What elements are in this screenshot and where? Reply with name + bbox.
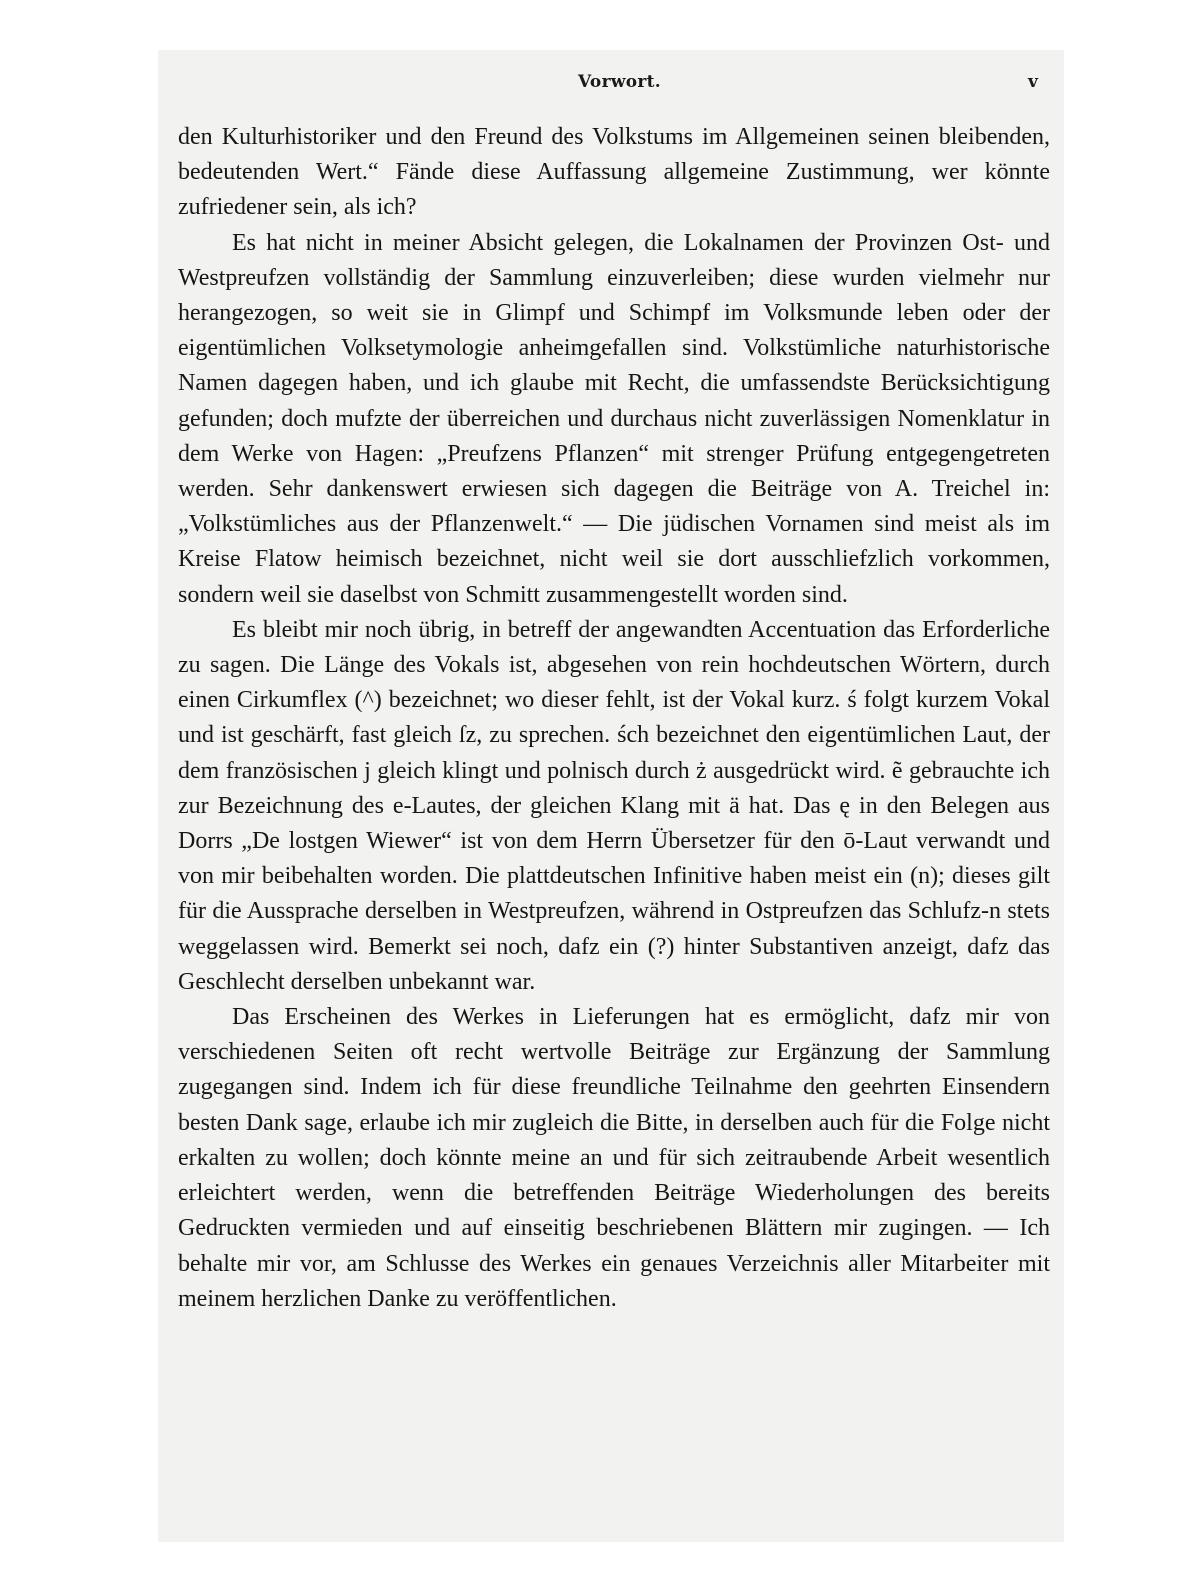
paragraph-continued: den Kulturhistoriker und den Freund des Volkstums im Allgemeinen seinen bleibenden, bedeutenden Wert.“ Fände diese Auffassung allgemeine Zustimmung, wer könnte zufriedener sein, als ich? (178, 124, 1050, 221)
body-text (178, 120, 1050, 1317)
paragraph-acknowledgements: Das Erscheinen des Werkes in Lieferungen hat es ermöglicht, dafz mir von verschiedenen Seiten oft recht wertvolle Beiträge zur Ergänzung der Sammlung zugegangen sind. Indem ich für diese freundliche Teilnahme den geehrten Einsendern besten Dank sage, erlaube ich mir zugleich die Bitte, in derselben auch für die Folge nicht erkalten zu wollen; doch könnte meine an und für sich zeitraubende Arbeit wesentlich erleichtert werden, wenn die betreffenden Beiträge Wiederholungen des bereits Gedruckten vermieden und auf einseitig beschriebenen Blättern mir zugingen. — Ich behalte mir vor, am Schlusse des Werkes ein genaues Verzeichnis aller Mitarbeiter mit meinem herzlichen Danke zu veröffentlichen. (178, 1004, 1050, 1312)
paragraph-local-names: Es hat nicht in meiner Absicht gelegen, die Lokalnamen der Provinzen Ost- und Westpreufzen vollständig der Sammlung einzuverleiben; diese wurden vielmehr nur herangezogen, so weit sie in Glimpf und Schimpf im Volksmunde leben oder der eigentümlichen Volksetymologie anheimgefallen sind. Volkstümliche naturhistorische Namen dagegen haben, und ich glaube mit Recht, die umfassendste Berücksichtigung gefunden; doch mufzte der überreichen und durchaus nicht zuverlässigen Nomenklatur in dem Werke von Hagen: „Preufzens Pflanzen“ mit strenger Prüfung entgegengetreten werden. Sehr dankenswert erwiesen sich dagegen die Beiträge von A. Treichel in: „Volkstümliches aus der Pflanzenwelt.“ — Die jüdischen Vornamen sind meist als im Kreise Flatow heimisch bezeichnet, nicht weil sie dort ausschliefzlich vorkommen, sondern weil sie daselbst von Schmitt zusammengestellt worden sind. (178, 229, 1050, 608)
page-header (0, 72, 1191, 106)
paragraph-accentuation: Es bleibt mir noch übrig, in betreff der angewandten Accentuation das Erforderliche zu sagen. Die Länge des Vokals ist, abgesehen von rein hochdeutschen Wörtern, durch einen Cirkumflex (^) bezeichnet; wo dieser fehlt, ist der Vokal kurz. ś folgt kurzem Vokal und ist geschärft, fast gleich ſz, zu sprechen. śch bezeichnet den eigentümlichen Laut, der dem französischen j gleich klingt und polnisch durch ż ausgedrückt wird. ẽ gebrauchte ich zur Bezeichnung des e-Lautes, der gleichen Klang mit ä hat. Das ę in den Belegen aus Dorrs „De lostgen Wiewer“ ist von dem Herrn Übersetzer für den ō-Laut verwandt und von mir beibehalten worden. Die plattdeutschen Infinitive haben meist ein (n); dieses gilt für die Aussprache derselben in Westpreufzen, während in Ostpreufzen das Schlufz-n stets weggelassen wird. Bemerkt sei noch, dafz ein (?) hinter Substantiven anzeigt, dafz das Geschlecht derselben unbekannt war. (178, 616, 1050, 995)
page-number: v (1028, 72, 1038, 92)
running-title: Vorwort. (578, 72, 662, 92)
